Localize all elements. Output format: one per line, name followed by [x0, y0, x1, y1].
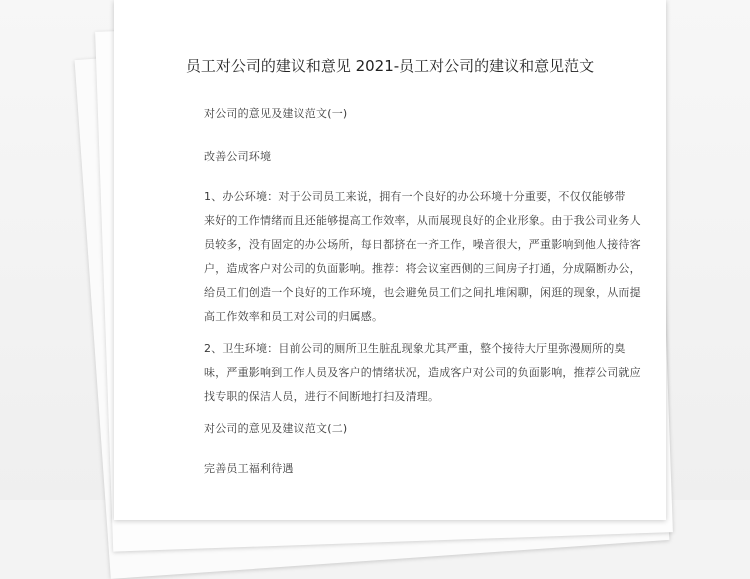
paragraph-line: 1、办公环境：对于公司员工来说，拥有一个良好的办公环境十分重要，不仅仅能够带 [204, 190, 626, 203]
document-page [114, 0, 666, 520]
paragraph-line: 来好的工作情绪而且还能够提高工作效率，从而展现良好的企业形象。由于我公司业务人 [204, 214, 641, 227]
paragraph-line: 高工作效率和员工对公司的归属感。 [204, 310, 384, 323]
paragraph-line: 员较多，没有固定的办公场所，每日都挤在一齐工作，噪音很大，严重影响到他人接待客 [204, 238, 641, 251]
section-heading: 对公司的意见及建议范文(一) [204, 107, 348, 120]
paragraph-line: 户，造成客户对公司的负面影响。推荐：将会议室西侧的三间房子打通，分成隔断办公， [204, 262, 641, 275]
document-title: 员工对公司的建议和意见 2021-员工对公司的建议和意见范文 [185, 57, 595, 75]
paragraph-line: 味，严重影响到工作人员及客户的情绪状况，造成客户对公司的负面影响，推荐公司就应 [204, 366, 641, 379]
paragraph-line: 给员工们创造一个良好的工作环境，也会避免员工们之间扎堆闲聊，闲逛的现象，从而提 [204, 286, 641, 299]
paragraph-line: 找专职的保洁人员，进行不间断地打扫及清理。 [204, 390, 440, 403]
section-heading: 对公司的意见及建议范文(二) [204, 422, 348, 435]
subsection-heading: 完善员工福利待遇 [204, 462, 294, 475]
subsection-heading: 改善公司环境 [204, 150, 272, 163]
paragraph-line: 2、卫生环境：目前公司的厕所卫生脏乱现象尤其严重，整个接待大厅里弥漫厕所的臭 [204, 342, 626, 355]
